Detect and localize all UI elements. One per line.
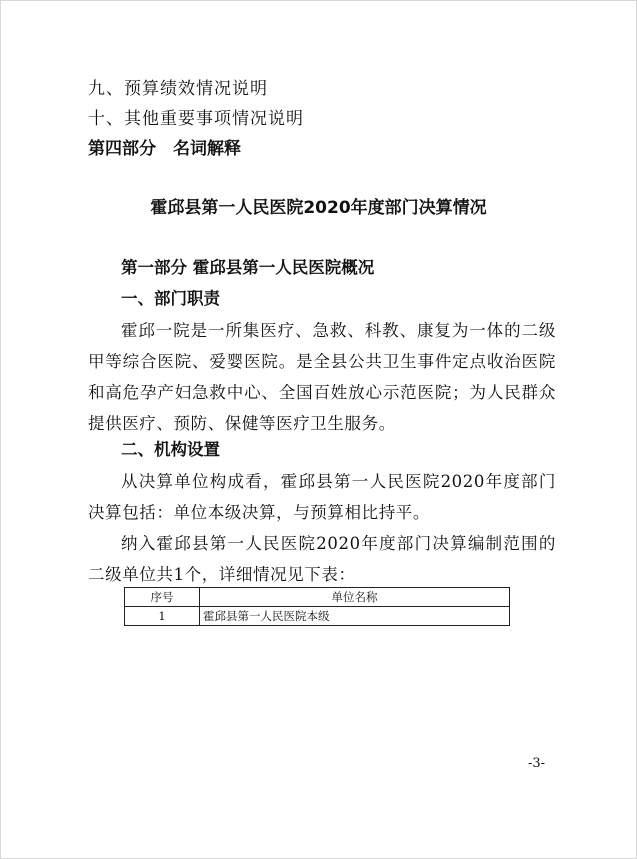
table-row <box>125 607 510 626</box>
cell-index: 1 <box>125 607 200 626</box>
header-unit-name: 单位名称 <box>200 588 510 607</box>
section1-heading: 一、部门职责 <box>121 289 220 308</box>
page-number: -3- <box>528 756 546 771</box>
section2-paragraph-1: 从决算单位构成看，霍邱县第一人民医院2020年度部门决算包括：单位本级决算，与预算相比持平。 <box>88 472 556 522</box>
header-index: 序号 <box>125 588 200 607</box>
section2-paragraph-2: 纳入霍邱县第一人民医院2020年度部门决算编制范围的二级单位共1个，详细情况见下表： <box>88 534 556 584</box>
section1-paragraph: 霍邱一院是一所集医疗、急救、科教、康复为一体的二级甲等综合医院、爱婴医院。是全县公共卫生事件定点收治医院和高危孕产妇急救中心、全国百姓放心示范医院；为人民群众提供医疗、预防、保健等医疗卫生服务。 <box>88 321 556 433</box>
toc-item-10: 十、其他重要事项情况说明 <box>88 109 304 129</box>
section2-heading: 二、机构设置 <box>121 440 220 459</box>
toc-part-4: 第四部分 名词解释 <box>88 139 241 159</box>
table-header-row <box>125 588 510 607</box>
document-title: 霍邱县第一人民医院2020年度部门决算情况 <box>150 198 487 218</box>
toc-item-9: 九、预算绩效情况说明 <box>88 79 268 99</box>
unit-table <box>124 587 510 626</box>
cell-unit-name: 霍邱县第一人民医院本级 <box>200 607 510 626</box>
part1-heading: 第一部分 霍邱县第一人民医院概况 <box>121 258 375 277</box>
